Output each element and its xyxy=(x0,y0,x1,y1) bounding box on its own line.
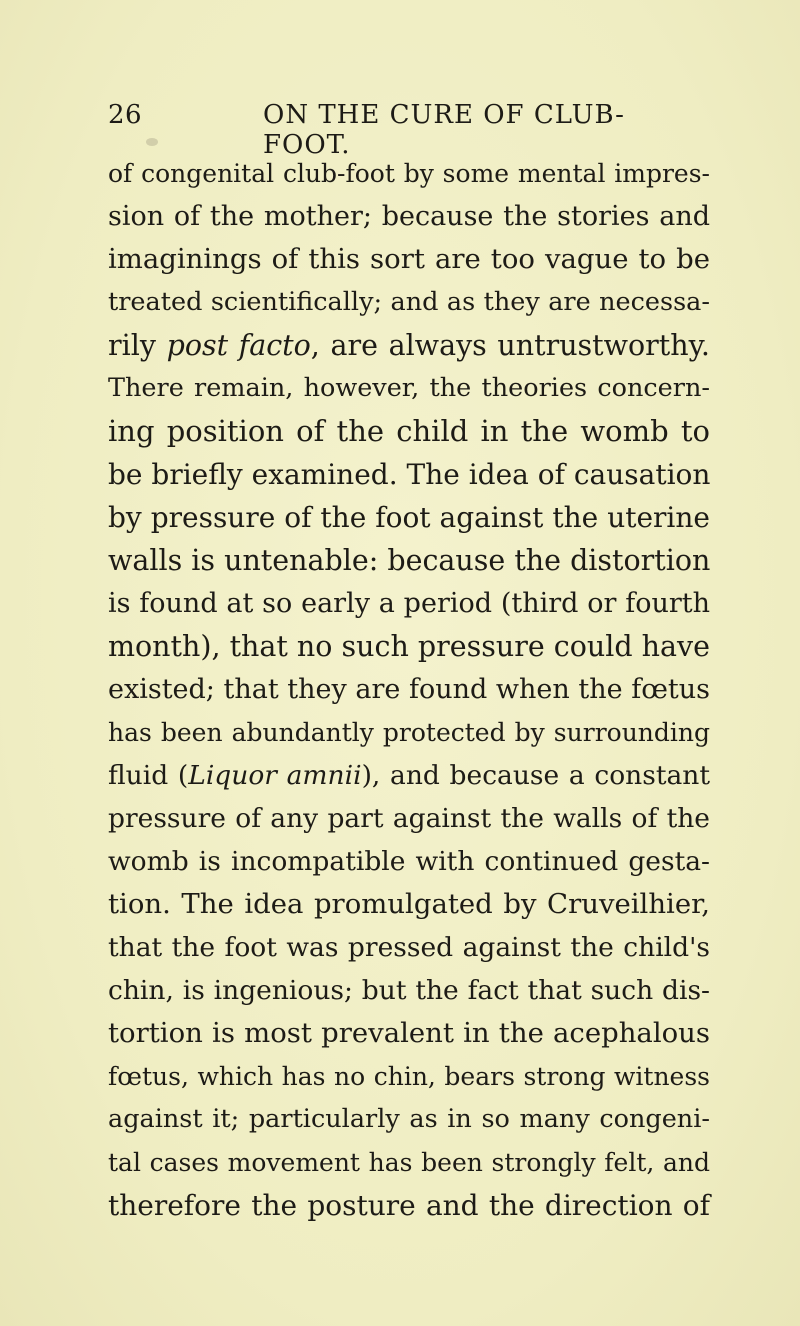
text-line: chin, is ingenious; but the fact that such dis- xyxy=(108,975,710,1006)
text-line: tal cases movement has been strongly felt, and xyxy=(108,1148,710,1177)
text-line: imaginings of this sort are too vague to be xyxy=(108,243,710,275)
text-line: of congenital club-foot by some mental impres- xyxy=(108,159,710,188)
text-line: rily post facto, are always untrustworthy. xyxy=(108,329,710,362)
text-line: is found at so early a period (third or fourth xyxy=(108,588,710,619)
text-line: pressure of any part against the walls of the xyxy=(108,803,710,834)
text-line: has been abundantly protected by surrounding xyxy=(108,718,710,747)
text-line: There remain, however, the theories concern- xyxy=(108,373,710,403)
text-line: womb is incompatible with continued gesta- xyxy=(108,846,710,877)
text-line: tortion is most prevalent in the acephalous xyxy=(108,1017,710,1049)
text-line: by pressure of the foot against the uterine xyxy=(108,501,710,534)
text-line: walls is untenable: because the distortion xyxy=(108,544,711,577)
text-line: treated scientifically; and as they are necessa- xyxy=(108,287,710,317)
running-title: ON THE CURE OF CLUB-FOOT. xyxy=(263,100,625,160)
text-line: ing position of the child in the womb to xyxy=(108,414,710,448)
italic-phrase: Liquor amnii xyxy=(188,760,362,791)
text-line: be briefly examined. The idea of causation xyxy=(108,458,711,491)
body-text xyxy=(108,152,710,1227)
ink-smudge xyxy=(146,138,158,146)
text-line: fluid (Liquor amnii), and because a constant xyxy=(108,760,710,791)
page-header xyxy=(108,100,710,160)
text-line: fœtus, which has no chin, bears strong witness xyxy=(108,1062,710,1091)
text-line: existed; that they are found when the fœtus xyxy=(108,674,710,705)
text-line: month), that no such pressure could have xyxy=(108,630,710,663)
italic-phrase: post facto xyxy=(166,329,311,362)
text-line: against it; particularly as in so many congeni- xyxy=(108,1104,710,1134)
text-line: therefore the posture and the direction of xyxy=(108,1189,710,1222)
page-number: 26 xyxy=(108,100,143,130)
text-line: that the foot was pressed against the child's xyxy=(108,932,710,963)
text-line: tion. The idea promulgated by Cruveilhier, xyxy=(108,888,710,920)
text-line: sion of the mother; because the stories and xyxy=(108,201,710,232)
